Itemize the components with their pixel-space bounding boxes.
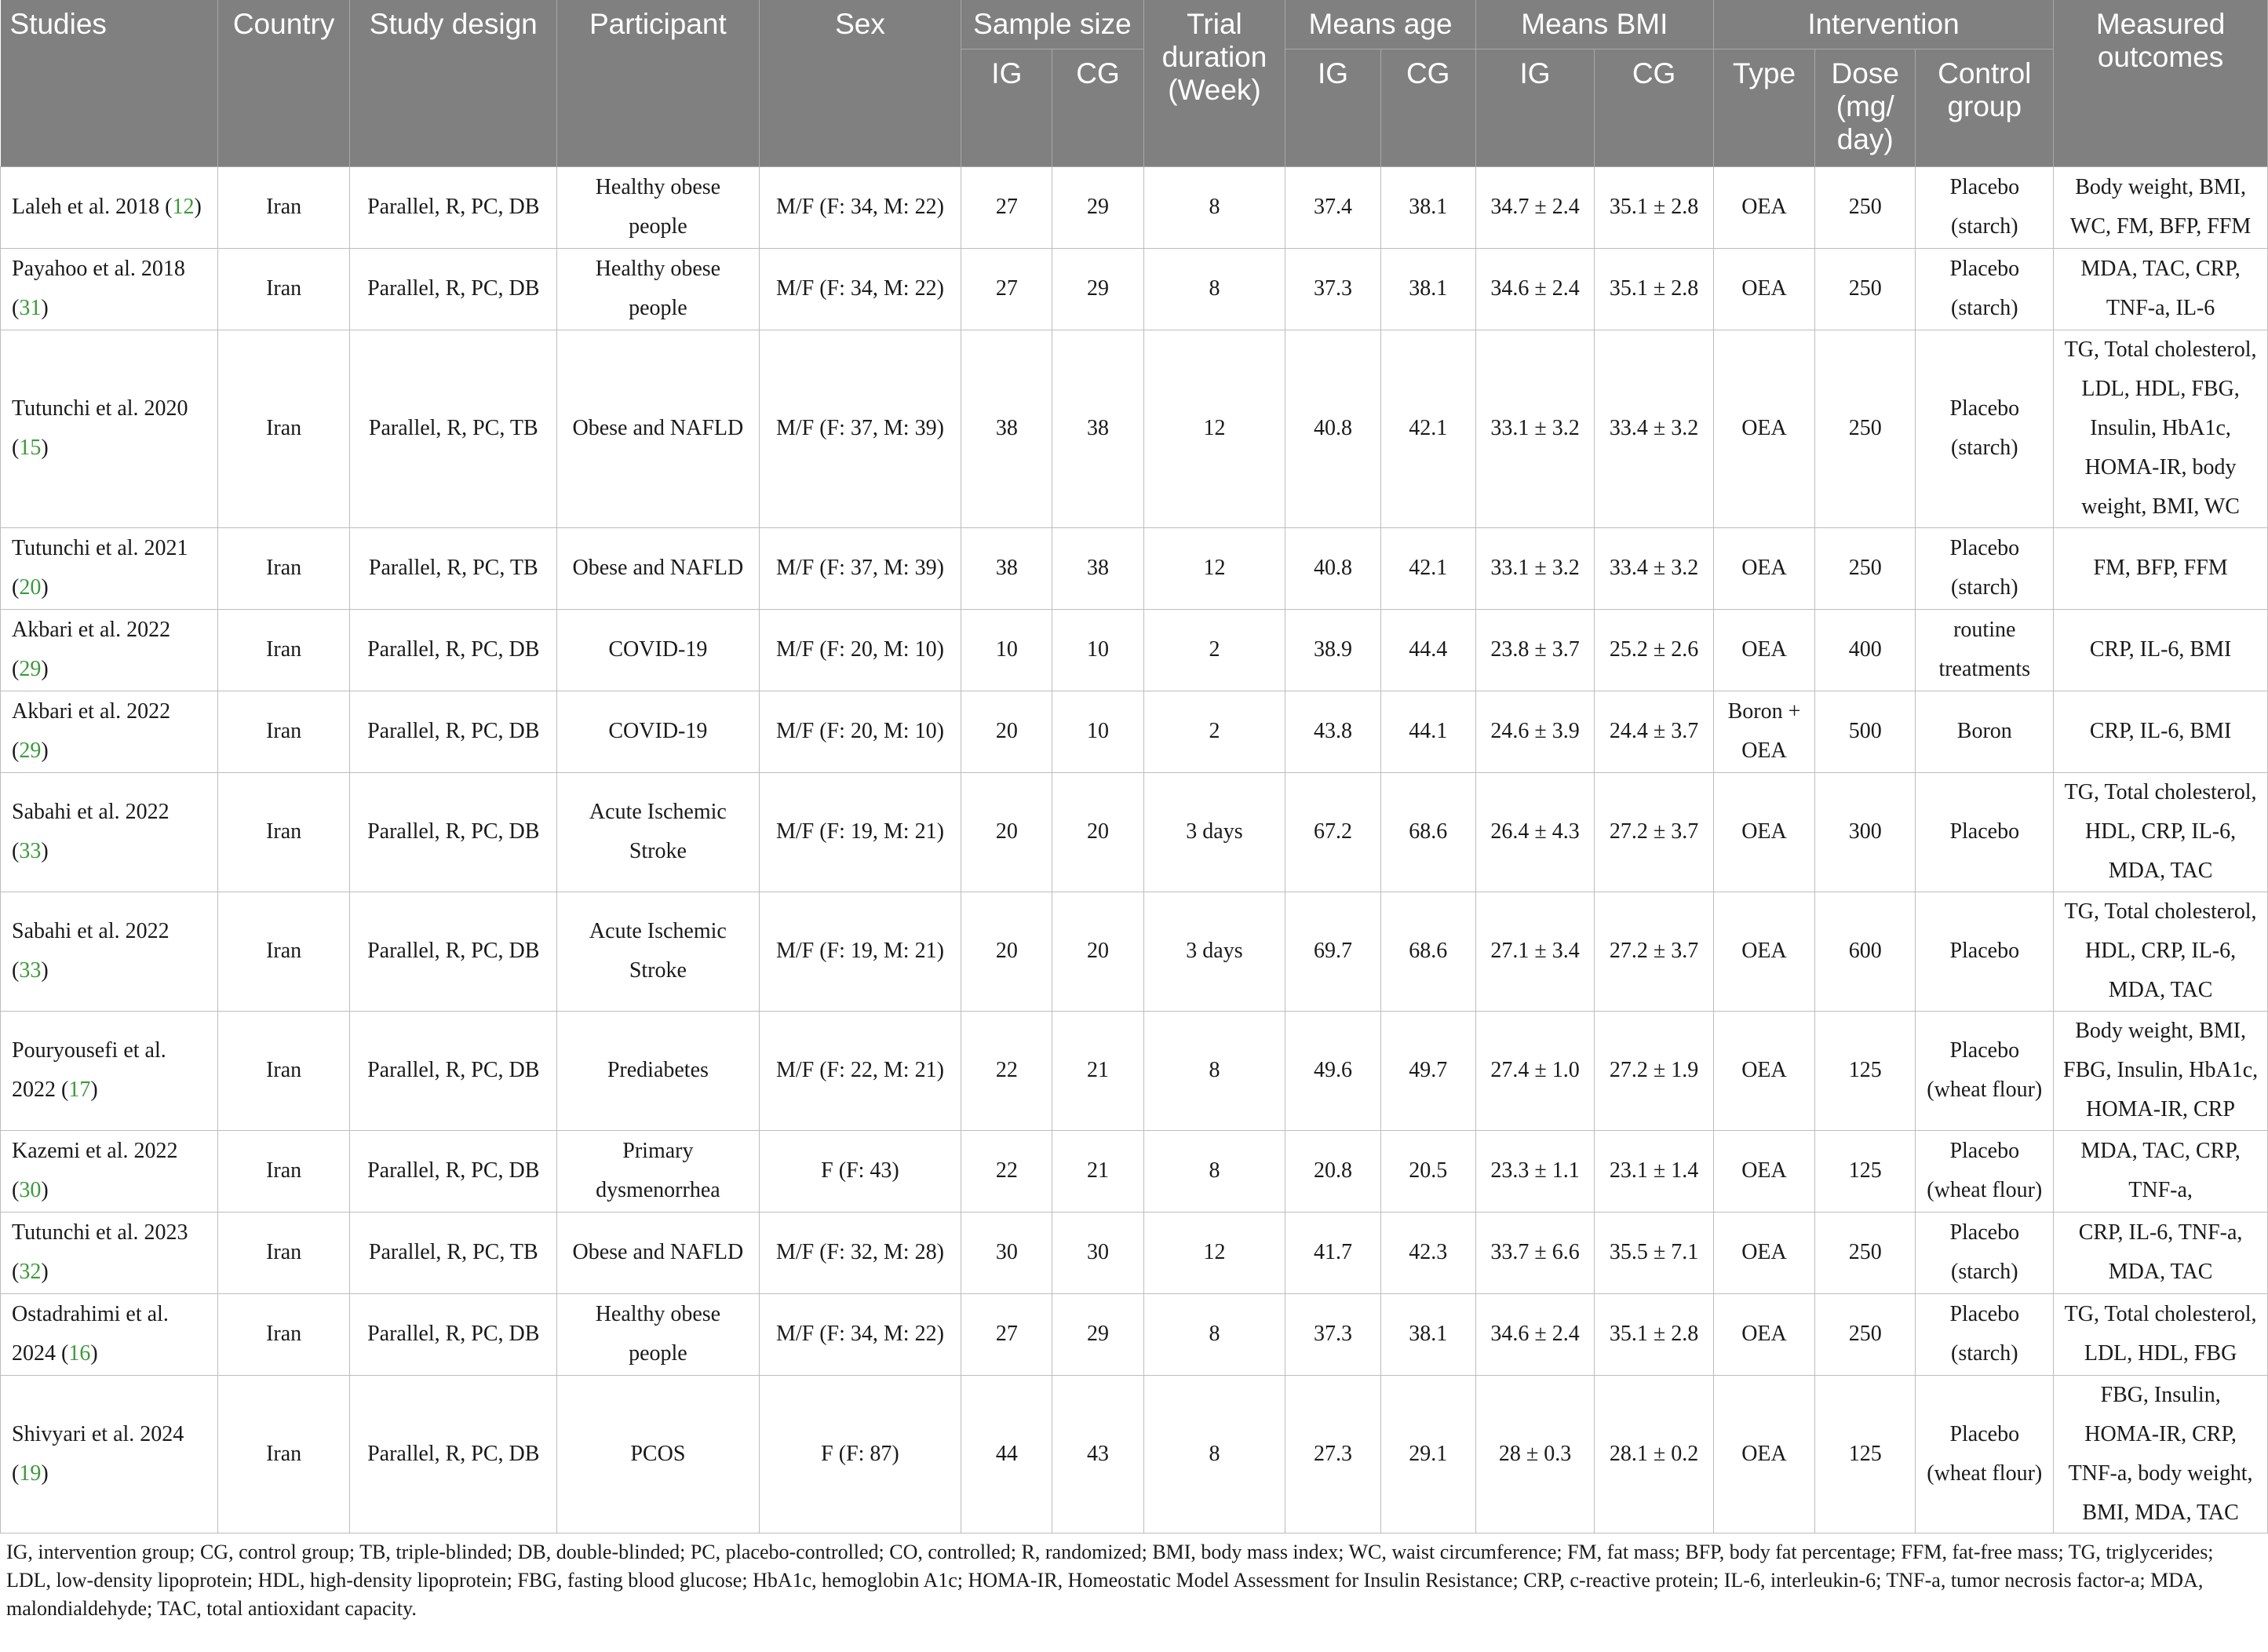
trial-duration-cell: 2 (1143, 691, 1285, 772)
age-cg-cell: 42.1 (1380, 527, 1475, 609)
intervention-type-cell: OEA (1713, 772, 1814, 892)
study-cell (1, 166, 218, 248)
age-cg-cell: 44.1 (1380, 691, 1475, 772)
study-design-cell: Parallel, R, PC, TB (350, 527, 557, 609)
reference-close: ) (41, 958, 49, 983)
participant-cell: Acute Ischemic Stroke (557, 772, 760, 892)
age-ig-cell: 67.2 (1285, 772, 1380, 892)
study-cell (1, 1375, 218, 1533)
participant-cell: Obese and NAFLD (557, 1212, 760, 1293)
table-row (1, 892, 2268, 1011)
age-cg-cell: 38.1 (1380, 166, 1475, 248)
bmi-ig-cell: 23.8 ± 3.7 (1475, 609, 1595, 691)
dose-cell: 250 (1815, 330, 1916, 527)
measured-outcomes-cell: Body weight, BMI, FBG, Insulin, HbA1c, HOMA-IR, CRP (2054, 1011, 2268, 1130)
trial-duration-cell: 12 (1143, 527, 1285, 609)
sample-cg-cell: 20 (1052, 892, 1143, 1011)
dose-cell: 400 (1815, 609, 1916, 691)
sample-ig-cell: 38 (961, 330, 1052, 527)
bmi-cg-cell: 25.2 ± 2.6 (1595, 609, 1714, 691)
bmi-ig-cell: 34.7 ± 2.4 (1475, 166, 1595, 248)
country-cell: Iran (217, 1293, 350, 1375)
study-cell (1, 691, 218, 772)
measured-outcomes-cell: TG, Total cholesterol, HDL, CRP, IL-6, MDA, TAC (2054, 892, 2268, 1011)
header-studies: Studies (1, 0, 218, 166)
reference-link[interactable]: 19 (19, 1461, 42, 1486)
country-cell: Iran (217, 330, 350, 527)
study-design-cell: Parallel, R, PC, DB (350, 892, 557, 1011)
header-country: Country (217, 0, 350, 166)
bmi-cg-cell: 35.1 ± 2.8 (1595, 1293, 1714, 1375)
dose-cell: 250 (1815, 166, 1916, 248)
measured-outcomes-cell: CRP, IL-6, TNF-a, MDA, TAC (2054, 1212, 2268, 1293)
sample-cg-cell: 20 (1052, 772, 1143, 892)
control-group-cell: Placebo (starch) (1916, 330, 2054, 527)
study-design-cell: Parallel, R, PC, TB (350, 330, 557, 527)
country-cell: Iran (217, 1212, 350, 1293)
bmi-cg-cell: 27.2 ± 3.7 (1595, 892, 1714, 1011)
study-design-cell: Parallel, R, PC, DB (350, 1375, 557, 1533)
table-row (1, 1375, 2268, 1533)
control-group-cell: Placebo (starch) (1916, 1212, 2054, 1293)
reference-close: ) (41, 738, 49, 763)
study-design-cell: Parallel, R, PC, DB (350, 609, 557, 691)
bmi-cg-cell: 28.1 ± 0.2 (1595, 1375, 1714, 1533)
sample-cg-cell: 10 (1052, 691, 1143, 772)
table-row (1, 1130, 2268, 1212)
intervention-type-cell: OEA (1713, 330, 1814, 527)
bmi-cg-cell: 35.5 ± 7.1 (1595, 1212, 1714, 1293)
header-sample-cg: CG (1052, 49, 1143, 166)
measured-outcomes-cell: TG, Total cholesterol, LDL, HDL, FBG, Insulin, HbA1c, HOMA-IR, body weight, BMI, WC (2054, 330, 2268, 527)
table-body (1, 166, 2268, 1533)
age-cg-cell: 29.1 (1380, 1375, 1475, 1533)
trial-duration-cell: 8 (1143, 166, 1285, 248)
trial-duration-cell: 8 (1143, 1293, 1285, 1375)
sex-cell: M/F (F: 34, M: 22) (759, 248, 961, 330)
study-name: Akbari et al. 2022 ( (12, 618, 171, 681)
measured-outcomes-cell: MDA, TAC, CRP, TNF-a, IL-6 (2054, 248, 2268, 330)
header-age-ig: IG (1285, 49, 1380, 166)
table-row (1, 1212, 2268, 1293)
study-cell (1, 1130, 218, 1212)
study-name: Shivyari et al. 2024 ( (12, 1421, 184, 1486)
intervention-type-cell: OEA (1713, 527, 1814, 609)
dose-cell: 250 (1815, 248, 1916, 330)
reference-close: ) (90, 1078, 98, 1102)
table-footnote: IG, intervention group; CG, control group; TB, triple-blinded; DB, double-blinded; PC, placebo-controlled; CO, controlled; R, randomized; BMI, body mass index; WC, waist circumference; FM, fat mass; BFP, body fat percentage; FFM, fat-free mass; TG, triglycerides; LDL, low-density lipoprotein; HDL, high-density lipoprotein; FBG, fasting blood glucose; HbA1c, hemoglobin A1c; HOMA-IR, Homeostatic Model Assessment for Insulin Resistance; CRP, c-reactive protein; IL-6, interleukin-6; TNF-a, tumor necrosis factor-a; MDA, malondialdehyde; TAC, total antioxidant capacity. (6, 1540, 2214, 1620)
header-age-cg: CG (1380, 49, 1475, 166)
age-cg-cell: 68.6 (1380, 772, 1475, 892)
reference-close: ) (41, 1260, 49, 1284)
country-cell: Iran (217, 1130, 350, 1212)
participant-cell: Acute Ischemic Stroke (557, 892, 760, 1011)
country-cell: Iran (217, 248, 350, 330)
sex-cell: M/F (F: 37, M: 39) (759, 527, 961, 609)
bmi-ig-cell: 27.1 ± 3.4 (1475, 892, 1595, 1011)
sample-cg-cell: 29 (1052, 1293, 1143, 1375)
table-row (1, 330, 2268, 527)
bmi-ig-cell: 33.1 ± 3.2 (1475, 527, 1595, 609)
study-cell (1, 330, 218, 527)
dose-cell: 250 (1815, 527, 1916, 609)
reference-close: ) (41, 575, 49, 600)
study-design-cell: Parallel, R, PC, DB (350, 248, 557, 330)
age-cg-cell: 42.1 (1380, 330, 1475, 527)
country-cell: Iran (217, 892, 350, 1011)
reference-close: ) (41, 839, 49, 863)
study-name: Tutunchi et al. 2023 ( (12, 1220, 188, 1284)
sample-ig-cell: 22 (961, 1011, 1052, 1130)
sample-ig-cell: 20 (961, 772, 1052, 892)
country-cell: Iran (217, 772, 350, 892)
bmi-cg-cell: 24.4 ± 3.7 (1595, 691, 1714, 772)
bmi-cg-cell: 35.1 ± 2.8 (1595, 166, 1714, 248)
study-design-cell: Parallel, R, PC, DB (350, 1293, 557, 1375)
sample-ig-cell: 38 (961, 527, 1052, 609)
reference-link[interactable]: 29 (19, 657, 42, 681)
age-ig-cell: 49.6 (1285, 1011, 1380, 1130)
bmi-ig-cell: 26.4 ± 4.3 (1475, 772, 1595, 892)
dose-cell: 600 (1815, 892, 1916, 1011)
sex-cell: F (F: 43) (759, 1130, 961, 1212)
participant-cell: Healthy obese people (557, 248, 760, 330)
table-row (1, 609, 2268, 691)
header-sample-size: Sample size (961, 0, 1143, 49)
trial-duration-cell: 3 days (1143, 772, 1285, 892)
country-cell: Iran (217, 527, 350, 609)
sex-cell: M/F (F: 20, M: 10) (759, 691, 961, 772)
study-name: Kazemi et al. 2022 ( (12, 1139, 178, 1202)
participant-cell: Primary dysmenorrhea (557, 1130, 760, 1212)
country-cell: Iran (217, 1375, 350, 1533)
study-name: Payahoo et al. 2018 ( (12, 257, 185, 320)
control-group-cell: Placebo (wheat flour) (1916, 1011, 2054, 1130)
intervention-type-cell: OEA (1713, 609, 1814, 691)
table-row (1, 527, 2268, 609)
sex-cell: M/F (F: 19, M: 21) (759, 892, 961, 1011)
study-cell (1, 1011, 218, 1130)
trial-duration-cell: 8 (1143, 1011, 1285, 1130)
sample-cg-cell: 38 (1052, 527, 1143, 609)
bmi-cg-cell: 35.1 ± 2.8 (1595, 248, 1714, 330)
measured-outcomes-cell: MDA, TAC, CRP, TNF-a, (2054, 1130, 2268, 1212)
sample-cg-cell: 43 (1052, 1375, 1143, 1533)
header-means-age: Means age (1285, 0, 1475, 49)
header-intervention: Intervention (1713, 0, 2053, 49)
trial-duration-cell: 12 (1143, 330, 1285, 527)
study-name: Sabahi et al. 2022 ( (12, 919, 170, 983)
sex-cell: M/F (F: 37, M: 39) (759, 330, 961, 527)
sex-cell: M/F (F: 20, M: 10) (759, 609, 961, 691)
dose-cell: 125 (1815, 1130, 1916, 1212)
table-row (1, 166, 2268, 248)
study-cell (1, 609, 218, 691)
study-cell (1, 1212, 218, 1293)
header-sample-ig: IG (961, 49, 1052, 166)
intervention-type-cell: OEA (1713, 1212, 1814, 1293)
age-cg-cell: 38.1 (1380, 248, 1475, 330)
bmi-cg-cell: 23.1 ± 1.4 (1595, 1130, 1714, 1212)
participant-cell: Obese and NAFLD (557, 330, 760, 527)
sex-cell: M/F (F: 34, M: 22) (759, 1293, 961, 1375)
bmi-ig-cell: 27.4 ± 1.0 (1475, 1011, 1595, 1130)
study-cell (1, 248, 218, 330)
measured-outcomes-cell: FBG, Insulin, HOMA-IR, CRP, TNF-a, body weight, BMI, MDA, TAC (2054, 1375, 2268, 1533)
intervention-type-cell: OEA (1713, 166, 1814, 248)
control-group-cell: Boron (1916, 691, 2054, 772)
measured-outcomes-cell: TG, Total cholesterol, LDL, HDL, FBG (2054, 1293, 2268, 1375)
age-cg-cell: 42.3 (1380, 1212, 1475, 1293)
sex-cell: M/F (F: 19, M: 21) (759, 772, 961, 892)
age-cg-cell: 49.7 (1380, 1011, 1475, 1130)
dose-cell: 300 (1815, 772, 1916, 892)
age-cg-cell: 20.5 (1380, 1130, 1475, 1212)
reference-close: ) (41, 436, 49, 460)
sample-ig-cell: 27 (961, 166, 1052, 248)
reference-close: ) (41, 1178, 49, 1202)
study-name: Sabahi et al. 2022 ( (12, 800, 170, 863)
reference-link[interactable]: 17 (68, 1078, 91, 1102)
table-header (1, 0, 2268, 166)
sex-cell: M/F (F: 34, M: 22) (759, 166, 961, 248)
study-design-cell: Parallel, R, PC, DB (350, 1130, 557, 1212)
bmi-cg-cell: 33.4 ± 3.2 (1595, 527, 1714, 609)
age-ig-cell: 37.4 (1285, 166, 1380, 248)
sex-cell: M/F (F: 22, M: 21) (759, 1011, 961, 1130)
header-dose: Dose (mg/ day) (1815, 49, 1916, 166)
age-ig-cell: 43.8 (1285, 691, 1380, 772)
age-cg-cell: 44.4 (1380, 609, 1475, 691)
table-row (1, 1011, 2268, 1130)
reference-link[interactable]: 15 (19, 436, 42, 460)
reference-close: ) (90, 1341, 98, 1366)
table-row (1, 1293, 2268, 1375)
intervention-type-cell: OEA (1713, 1293, 1814, 1375)
header-bmi-ig: IG (1475, 49, 1595, 166)
bmi-ig-cell: 24.6 ± 3.9 (1475, 691, 1595, 772)
table-row (1, 691, 2268, 772)
dose-cell: 250 (1815, 1212, 1916, 1293)
header-trial-duration: Trial duration (Week) (1143, 0, 1285, 166)
trial-duration-cell: 8 (1143, 248, 1285, 330)
sample-ig-cell: 10 (961, 609, 1052, 691)
sample-cg-cell: 30 (1052, 1212, 1143, 1293)
header-type: Type (1713, 49, 1814, 166)
intervention-type-cell: OEA (1713, 892, 1814, 1011)
bmi-cg-cell: 27.2 ± 1.9 (1595, 1011, 1714, 1130)
measured-outcomes-cell: TG, Total cholesterol, HDL, CRP, IL-6, MDA, TAC (2054, 772, 2268, 892)
reference-close: ) (41, 1461, 49, 1486)
age-ig-cell: 69.7 (1285, 892, 1380, 1011)
measured-outcomes-cell: Body weight, BMI, WC, FM, BFP, FFM (2054, 166, 2268, 248)
sample-cg-cell: 29 (1052, 166, 1143, 248)
table-row (1, 772, 2268, 892)
study-design-cell: Parallel, R, PC, TB (350, 1212, 557, 1293)
control-group-cell: Placebo (starch) (1916, 1293, 2054, 1375)
study-name: Akbari et al. 2022 ( (12, 699, 171, 763)
reference-close: ) (194, 195, 202, 219)
header-measured-outcomes: Measured outcomes (2054, 0, 2268, 166)
reference-link[interactable]: 33 (19, 958, 42, 983)
control-group-cell: Placebo (starch) (1916, 527, 2054, 609)
sample-cg-cell: 29 (1052, 248, 1143, 330)
sex-cell: F (F: 87) (759, 1375, 961, 1533)
age-cg-cell: 68.6 (1380, 892, 1475, 1011)
study-design-cell: Parallel, R, PC, DB (350, 1011, 557, 1130)
dose-cell: 250 (1815, 1293, 1916, 1375)
reference-close: ) (41, 296, 49, 320)
reference-link[interactable]: 30 (19, 1178, 42, 1202)
study-cell (1, 1293, 218, 1375)
table-row (1, 248, 2268, 330)
dose-cell: 125 (1815, 1011, 1916, 1130)
trial-duration-cell: 3 days (1143, 892, 1285, 1011)
age-ig-cell: 41.7 (1285, 1212, 1380, 1293)
country-cell: Iran (217, 166, 350, 248)
sample-ig-cell: 20 (961, 892, 1052, 1011)
control-group-cell: Placebo (wheat flour) (1916, 1130, 2054, 1212)
trial-duration-cell: 8 (1143, 1375, 1285, 1533)
sample-cg-cell: 21 (1052, 1011, 1143, 1130)
bmi-cg-cell: 27.2 ± 3.7 (1595, 772, 1714, 892)
reference-link[interactable]: 31 (19, 296, 42, 320)
trial-duration-cell: 12 (1143, 1212, 1285, 1293)
age-ig-cell: 38.9 (1285, 609, 1380, 691)
age-ig-cell: 27.3 (1285, 1375, 1380, 1533)
bmi-ig-cell: 23.3 ± 1.1 (1475, 1130, 1595, 1212)
bmi-ig-cell: 28 ± 0.3 (1475, 1375, 1595, 1533)
age-ig-cell: 37.3 (1285, 1293, 1380, 1375)
sample-ig-cell: 22 (961, 1130, 1052, 1212)
reference-link[interactable]: 32 (19, 1260, 42, 1284)
age-ig-cell: 40.8 (1285, 527, 1380, 609)
sample-ig-cell: 27 (961, 1293, 1052, 1375)
bmi-ig-cell: 34.6 ± 2.4 (1475, 248, 1595, 330)
study-cell (1, 527, 218, 609)
trial-duration-cell: 2 (1143, 609, 1285, 691)
control-group-cell: Placebo (1916, 892, 2054, 1011)
bmi-ig-cell: 33.1 ± 3.2 (1475, 330, 1595, 527)
control-group-cell: Placebo (wheat flour) (1916, 1375, 2054, 1533)
header-sex: Sex (759, 0, 961, 166)
dose-cell: 125 (1815, 1375, 1916, 1533)
study-name: Tutunchi et al. 2021 ( (12, 536, 188, 600)
bmi-cg-cell: 33.4 ± 3.2 (1595, 330, 1714, 527)
study-name: Ostadrahimi et al. 2024 ( (12, 1302, 169, 1366)
intervention-type-cell: Boron + OEA (1713, 691, 1814, 772)
measured-outcomes-cell: CRP, IL-6, BMI (2054, 609, 2268, 691)
age-cg-cell: 38.1 (1380, 1293, 1475, 1375)
reference-close: ) (41, 657, 49, 681)
control-group-cell: Placebo (starch) (1916, 248, 2054, 330)
control-group-cell: Placebo (starch) (1916, 166, 2054, 248)
sample-ig-cell: 30 (961, 1212, 1052, 1293)
participant-cell: Healthy obese people (557, 1293, 760, 1375)
participant-cell: COVID-19 (557, 609, 760, 691)
header-bmi-cg: CG (1595, 49, 1714, 166)
measured-outcomes-cell: CRP, IL-6, BMI (2054, 691, 2268, 772)
sample-ig-cell: 20 (961, 691, 1052, 772)
participant-cell: Healthy obese people (557, 166, 760, 248)
country-cell: Iran (217, 1011, 350, 1130)
sample-ig-cell: 27 (961, 248, 1052, 330)
intervention-type-cell: OEA (1713, 1011, 1814, 1130)
age-ig-cell: 40.8 (1285, 330, 1380, 527)
dose-cell: 500 (1815, 691, 1916, 772)
header-control-group: Control group (1916, 49, 2054, 166)
bmi-ig-cell: 34.6 ± 2.4 (1475, 1293, 1595, 1375)
sex-cell: M/F (F: 32, M: 28) (759, 1212, 961, 1293)
reference-link[interactable]: 16 (68, 1341, 91, 1366)
reference-link[interactable]: 29 (19, 738, 42, 763)
study-name: Laleh et al. 2018 ( (12, 195, 173, 219)
header-study-design: Study design (350, 0, 557, 166)
bmi-ig-cell: 33.7 ± 6.6 (1475, 1212, 1595, 1293)
age-ig-cell: 20.8 (1285, 1130, 1380, 1212)
participant-cell: COVID-19 (557, 691, 760, 772)
control-group-cell: Placebo (1916, 772, 2054, 892)
reference-link[interactable]: 12 (172, 195, 195, 219)
sample-cg-cell: 10 (1052, 609, 1143, 691)
age-ig-cell: 37.3 (1285, 248, 1380, 330)
study-design-cell: Parallel, R, PC, DB (350, 772, 557, 892)
participant-cell: Obese and NAFLD (557, 527, 760, 609)
control-group-cell: routine treatments (1916, 609, 2054, 691)
study-design-cell: Parallel, R, PC, DB (350, 166, 557, 248)
study-name: Pouryousefi et al. 2022 ( (12, 1038, 166, 1102)
sample-ig-cell: 44 (961, 1375, 1052, 1533)
intervention-type-cell: OEA (1713, 1130, 1814, 1212)
study-design-cell: Parallel, R, PC, DB (350, 691, 557, 772)
trial-duration-cell: 8 (1143, 1130, 1285, 1212)
header-means-bmi: Means BMI (1475, 0, 1713, 49)
reference-link[interactable]: 20 (19, 575, 42, 600)
reference-link[interactable]: 33 (19, 839, 42, 863)
country-cell: Iran (217, 609, 350, 691)
study-cell (1, 892, 218, 1011)
header-participant: Participant (557, 0, 760, 166)
participant-cell: PCOS (557, 1375, 760, 1533)
intervention-type-cell: OEA (1713, 1375, 1814, 1533)
participant-cell: Prediabetes (557, 1011, 760, 1130)
measured-outcomes-cell: FM, BFP, FFM (2054, 527, 2268, 609)
sample-cg-cell: 38 (1052, 330, 1143, 527)
intervention-type-cell: OEA (1713, 248, 1814, 330)
sample-cg-cell: 21 (1052, 1130, 1143, 1212)
study-name: Tutunchi et al. 2020 ( (12, 396, 188, 460)
study-cell (1, 772, 218, 892)
country-cell: Iran (217, 691, 350, 772)
